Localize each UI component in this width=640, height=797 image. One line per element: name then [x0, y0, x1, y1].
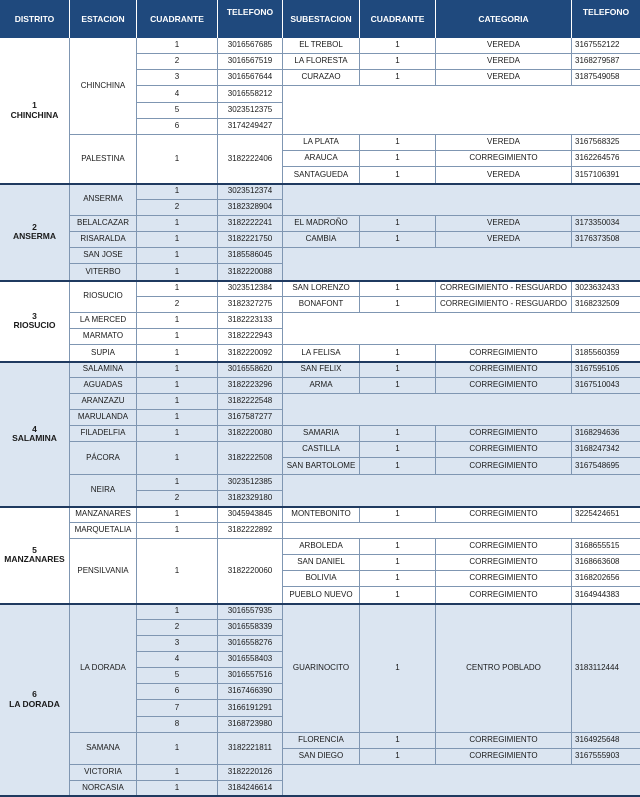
header-subestacion: SUBESTACION [283, 0, 360, 38]
telefono-cell: 3182327275 [218, 297, 283, 313]
sub-cuadrante-cell: 1 [360, 167, 436, 184]
cuadrante-cell: 4 [137, 652, 218, 668]
cuadrante-cell: 2 [137, 491, 218, 507]
station-cell: SUPIA [70, 345, 137, 362]
cuadrante-cell: 1 [137, 264, 218, 281]
sub-cuadrante-cell: 1 [360, 232, 436, 248]
categoria-cell: CORREGIMIENTO [436, 151, 572, 167]
sub-telefono-cell: 3168663608 [572, 555, 640, 571]
station-cell: RISARALDA [70, 232, 137, 248]
district-number: 5 [32, 544, 37, 555]
telefono-cell: 3182220126 [218, 765, 283, 781]
telefono-cell: 3182223133 [218, 313, 283, 329]
district-number: 6 [32, 689, 37, 700]
cuadrante-cell: 2 [137, 297, 218, 313]
header-distrito: DISTRITO [0, 0, 70, 38]
sub-cuadrante-cell: 1 [360, 135, 436, 151]
district-number: 2 [32, 221, 37, 232]
station-cell: MARULANDA [70, 410, 137, 426]
sub-cuadrante-cell: 1 [360, 216, 436, 232]
sub-telefono-cell: 3164944383 [572, 587, 640, 604]
station-cell: PENSILVANIA [70, 539, 137, 604]
station-cell: PALESTINA [70, 135, 137, 184]
station-cell: SAN JOSE [70, 248, 137, 264]
header-estacion: ESTACION [70, 0, 137, 38]
station-cell: LA DORADA [70, 604, 137, 733]
sub-cuadrante-cell: 1 [360, 587, 436, 604]
telefono-cell: 3182221811 [218, 733, 283, 765]
telefono-cell: 3182222406 [218, 135, 283, 184]
empty-sub-row [283, 394, 640, 426]
empty-sub-row [283, 248, 640, 281]
categoria-cell: VEREDA [436, 232, 572, 248]
station-cell: PÁCORA [70, 442, 137, 475]
telefono-cell: 3016558620 [218, 362, 283, 378]
district-cell [0, 604, 70, 796]
district-number: 1 [32, 100, 37, 111]
categoria-cell: CORREGIMIENTO [436, 733, 572, 749]
sub-cuadrante-cell: 1 [360, 70, 436, 86]
categoria-cell: CORREGIMIENTO [436, 442, 572, 458]
cuadrante-cell: 3 [137, 70, 218, 86]
categoria-cell: CENTRO POBLADO [436, 604, 572, 733]
cuadrante-cell: 1 [137, 378, 218, 394]
district-cell [0, 38, 70, 184]
sub-cuadrante-cell: 1 [360, 378, 436, 394]
cuadrante-cell: 1 [137, 765, 218, 781]
district-cell [0, 362, 70, 507]
station-cell: AGUADAS [70, 378, 137, 394]
categoria-cell: CORREGIMIENTO [436, 345, 572, 362]
subestacion-cell: CASTILLA [283, 442, 360, 458]
cuadrante-cell: 1 [137, 442, 218, 475]
empty-sub-row [283, 184, 640, 216]
sub-telefono-cell: 3167510043 [572, 378, 640, 394]
cuadrante-cell: 3 [137, 636, 218, 652]
cuadrante-cell: 1 [137, 248, 218, 264]
sub-cuadrante-cell: 1 [360, 426, 436, 442]
cuadrante-cell: 1 [137, 523, 218, 539]
telefono-cell: 3182221750 [218, 232, 283, 248]
station-cell: NORCASIA [70, 781, 137, 796]
station-cell: VICTORIA [70, 765, 137, 781]
cuadrante-cell: 1 [137, 604, 218, 620]
sub-cuadrante-cell: 1 [360, 442, 436, 458]
categoria-cell: VEREDA [436, 70, 572, 86]
telefono-cell: 3016557516 [218, 668, 283, 684]
subestacion-cell: SAN DIEGO [283, 749, 360, 765]
district-separator [0, 506, 640, 508]
sub-cuadrante-cell: 1 [360, 539, 436, 555]
sub-telefono-cell: 3162264576 [572, 151, 640, 167]
empty-sub-row [283, 765, 640, 796]
district-number: 4 [32, 423, 37, 434]
sub-telefono-cell: 3023632433 [572, 281, 640, 297]
telefono-cell: 3182223296 [218, 378, 283, 394]
sub-cuadrante-cell: 1 [360, 281, 436, 297]
empty-sub-row [283, 475, 640, 507]
categoria-cell: VEREDA [436, 38, 572, 54]
cuadrante-cell: 1 [137, 733, 218, 765]
district-cell [0, 507, 70, 604]
cuadrante-cell: 1 [137, 135, 218, 184]
district-name: LA DORADA [9, 698, 60, 709]
categoria-cell: CORREGIMIENTO [436, 571, 572, 587]
cuadrante-cell: 1 [137, 38, 218, 54]
sub-telefono-cell: 3225424651 [572, 507, 640, 523]
telefono-cell: 3016558276 [218, 636, 283, 652]
cuadrante-cell: 1 [137, 184, 218, 200]
station-cell: ARANZAZU [70, 394, 137, 410]
district-cell [0, 184, 70, 281]
subestacion-cell: LA FLORESTA [283, 54, 360, 70]
station-cell: FILADELFIA [70, 426, 137, 442]
categoria-cell: CORREGIMIENTO [436, 458, 572, 475]
telefono-cell: 3182222241 [218, 216, 283, 232]
station-cell: BELALCAZAR [70, 216, 137, 232]
subestacion-cell: BONAFONT [283, 297, 360, 313]
subestacion-cell: ARBOLEDA [283, 539, 360, 555]
telefono-cell: 3023512375 [218, 103, 283, 119]
cuadrante-cell: 1 [137, 781, 218, 796]
telefono-cell: 3167587277 [218, 410, 283, 426]
cuadrante-cell: 1 [137, 410, 218, 426]
cuadrante-cell: 1 [137, 313, 218, 329]
sub-telefono-cell: 3187549058 [572, 70, 640, 86]
subestacion-cell: LA FELISA [283, 345, 360, 362]
categoria-cell: VEREDA [436, 135, 572, 151]
telefono-cell: 3023512384 [218, 281, 283, 297]
telefono-cell: 3016558212 [218, 86, 283, 103]
sub-telefono-cell: 3167548695 [572, 458, 640, 475]
subestacion-cell: CAMBIA [283, 232, 360, 248]
district-name: ANSERMA [13, 231, 56, 241]
empty-sub-row [283, 313, 640, 345]
categoria-cell: CORREGIMIENTO [436, 749, 572, 765]
header-telefono-sub-fill [572, 24, 640, 38]
categoria-cell: CORREGIMIENTO [436, 539, 572, 555]
sub-cuadrante-cell: 1 [360, 555, 436, 571]
subestacion-cell: BOLIVIA [283, 571, 360, 587]
district-cell [0, 281, 70, 362]
sub-telefono-cell: 3164925648 [572, 733, 640, 749]
sub-telefono-cell: 3185560359 [572, 345, 640, 362]
station-cell: SALAMINA [70, 362, 137, 378]
cuadrante-cell: 8 [137, 717, 218, 733]
telefono-cell: 3167466390 [218, 684, 283, 700]
cuadrante-cell: 2 [137, 54, 218, 70]
categoria-cell: CORREGIMIENTO - RESGUARDO [436, 297, 572, 313]
telefono-cell: 3016557935 [218, 604, 283, 620]
sub-telefono-cell: 3167568325 [572, 135, 640, 151]
subestacion-cell: EL TREBOL [283, 38, 360, 54]
sub-telefono-cell: 3176373508 [572, 232, 640, 248]
telefono-cell: 3184246614 [218, 781, 283, 796]
telefono-cell: 3016567519 [218, 54, 283, 70]
district-separator [0, 361, 640, 363]
subestacion-cell: SAN FELIX [283, 362, 360, 378]
telefono-cell: 3182222892 [218, 523, 283, 539]
cuadrante-cell: 5 [137, 668, 218, 684]
empty-sub-row [283, 523, 640, 539]
telefono-cell: 3182222943 [218, 329, 283, 345]
district-separator [0, 603, 640, 605]
station-cell: RIOSUCIO [70, 281, 137, 313]
header-telefono-sub: TELEFONO [572, 0, 640, 24]
telefono-cell: 3182329180 [218, 491, 283, 507]
station-cell: SAMANA [70, 733, 137, 765]
cuadrante-cell: 1 [137, 329, 218, 345]
cuadrante-cell: 6 [137, 684, 218, 700]
station-cell: NEIRA [70, 475, 137, 507]
sub-cuadrante-cell: 1 [360, 571, 436, 587]
sub-telefono-cell: 3183112444 [572, 604, 640, 733]
cuadrante-cell: 1 [137, 362, 218, 378]
subestacion-cell: EL MADROÑO [283, 216, 360, 232]
cuadrante-cell: 4 [137, 86, 218, 103]
telefono-cell: 3016558403 [218, 652, 283, 668]
district-separator [0, 183, 640, 185]
header-cuadrante-sub: CUADRANTE [360, 0, 436, 38]
sub-telefono-cell: 3168279587 [572, 54, 640, 70]
sub-cuadrante-cell: 1 [360, 54, 436, 70]
telefono-cell: 3182328904 [218, 200, 283, 216]
sub-cuadrante-cell: 1 [360, 507, 436, 523]
cuadrante-cell: 7 [137, 700, 218, 717]
empty-sub-row [283, 86, 640, 135]
subestacion-cell: SAMARIA [283, 426, 360, 442]
station-cell: MANZANARES [70, 507, 137, 523]
categoria-cell: CORREGIMIENTO [436, 587, 572, 604]
station-cell: MARMATO [70, 329, 137, 345]
sub-telefono-cell: 3168247342 [572, 442, 640, 458]
cuadrante-cell: 5 [137, 103, 218, 119]
telefono-cell: 3182222508 [218, 442, 283, 475]
sub-telefono-cell: 3173350034 [572, 216, 640, 232]
categoria-cell: CORREGIMIENTO [436, 555, 572, 571]
categoria-cell: VEREDA [436, 216, 572, 232]
telefono-cell: 3182222548 [218, 394, 283, 410]
subestacion-cell: SAN BARTOLOME [283, 458, 360, 475]
header-cuadrante: CUADRANTE [137, 0, 218, 38]
station-cell: VITERBO [70, 264, 137, 281]
telefono-cell: 3182220080 [218, 426, 283, 442]
telefono-cell: 3182220088 [218, 264, 283, 281]
telefono-cell: 3182220092 [218, 345, 283, 362]
subestacion-cell: GUARINOCITO [283, 604, 360, 733]
sub-telefono-cell: 3168232509 [572, 297, 640, 313]
subestacion-cell: CURAZAO [283, 70, 360, 86]
district-number: 3 [32, 310, 37, 321]
sub-cuadrante-cell: 1 [360, 458, 436, 475]
sub-cuadrante-cell: 1 [360, 297, 436, 313]
sub-telefono-cell: 3168655515 [572, 539, 640, 555]
telefono-cell: 3168723980 [218, 717, 283, 733]
sub-cuadrante-cell: 1 [360, 749, 436, 765]
district-name: SALAMINA [12, 433, 57, 443]
telefono-cell: 3016567644 [218, 70, 283, 86]
subestacion-cell: MONTEBONITO [283, 507, 360, 523]
categoria-cell: VEREDA [436, 54, 572, 70]
header-telefono: TELEFONO [218, 0, 283, 24]
subestacion-cell: SAN DANIEL [283, 555, 360, 571]
cuadrante-cell: 1 [137, 232, 218, 248]
district-name: CHINCHINA [10, 109, 59, 120]
district-name: MANZANARES [4, 554, 65, 564]
subestacion-cell: LA PLATA [283, 135, 360, 151]
cuadrante-cell: 1 [137, 216, 218, 232]
sub-telefono-cell: 3167555903 [572, 749, 640, 765]
subestacion-cell: SANTAGUEDA [283, 167, 360, 184]
sub-cuadrante-cell: 1 [360, 604, 436, 733]
telefono-cell: 3045943845 [218, 507, 283, 523]
categoria-cell: VEREDA [436, 167, 572, 184]
telefono-cell: 3016567685 [218, 38, 283, 54]
subestacion-cell: PUEBLO NUEVO [283, 587, 360, 604]
header-telefono-fill [218, 24, 283, 38]
district-name: RIOSUCIO [13, 320, 56, 330]
telefono-cell: 3174249427 [218, 119, 283, 135]
cuadrante-cell: 1 [137, 475, 218, 491]
header-categoria: CATEGORIA [436, 0, 572, 38]
sub-telefono-cell: 3168294636 [572, 426, 640, 442]
station-cell: CHINCHINA [70, 38, 137, 135]
categoria-cell: CORREGIMIENTO [436, 426, 572, 442]
station-cell: ANSERMA [70, 184, 137, 216]
telefono-cell: 3185586045 [218, 248, 283, 264]
sub-telefono-cell: 3167595105 [572, 362, 640, 378]
district-separator [0, 280, 640, 282]
telefono-cell: 3182220060 [218, 539, 283, 604]
sub-telefono-cell: 3168202656 [572, 571, 640, 587]
categoria-cell: CORREGIMIENTO [436, 362, 572, 378]
cuadrante-cell: 1 [137, 539, 218, 604]
categoria-cell: CORREGIMIENTO [436, 378, 572, 394]
cuadrante-cell: 6 [137, 119, 218, 135]
sub-cuadrante-cell: 1 [360, 38, 436, 54]
cuadrante-cell: 2 [137, 200, 218, 216]
subestacion-cell: SAN LORENZO [283, 281, 360, 297]
telefono-cell: 3023512385 [218, 475, 283, 491]
subestacion-cell: ARAUCA [283, 151, 360, 167]
station-cell: LA MERCED [70, 313, 137, 329]
cuadrante-cell: 1 [137, 426, 218, 442]
telefono-cell: 3023512374 [218, 184, 283, 200]
cuadrante-cell: 1 [137, 394, 218, 410]
station-cell: MARQUETALIA [70, 523, 137, 539]
sub-cuadrante-cell: 1 [360, 151, 436, 167]
categoria-cell: CORREGIMIENTO - RESGUARDO [436, 281, 572, 297]
categoria-cell: CORREGIMIENTO [436, 507, 572, 523]
cuadrante-cell: 1 [137, 507, 218, 523]
sub-cuadrante-cell: 1 [360, 345, 436, 362]
cuadrante-cell: 2 [137, 620, 218, 636]
subestacion-cell: FLORENCIA [283, 733, 360, 749]
sub-cuadrante-cell: 1 [360, 362, 436, 378]
sub-cuadrante-cell: 1 [360, 733, 436, 749]
subestacion-cell: ARMA [283, 378, 360, 394]
cuadrante-cell: 1 [137, 345, 218, 362]
telefono-cell: 3166191291 [218, 700, 283, 717]
sub-telefono-cell: 3157106391 [572, 167, 640, 184]
sub-telefono-cell: 3167552122 [572, 38, 640, 54]
cuadrante-cell: 1 [137, 281, 218, 297]
telefono-cell: 3016558339 [218, 620, 283, 636]
